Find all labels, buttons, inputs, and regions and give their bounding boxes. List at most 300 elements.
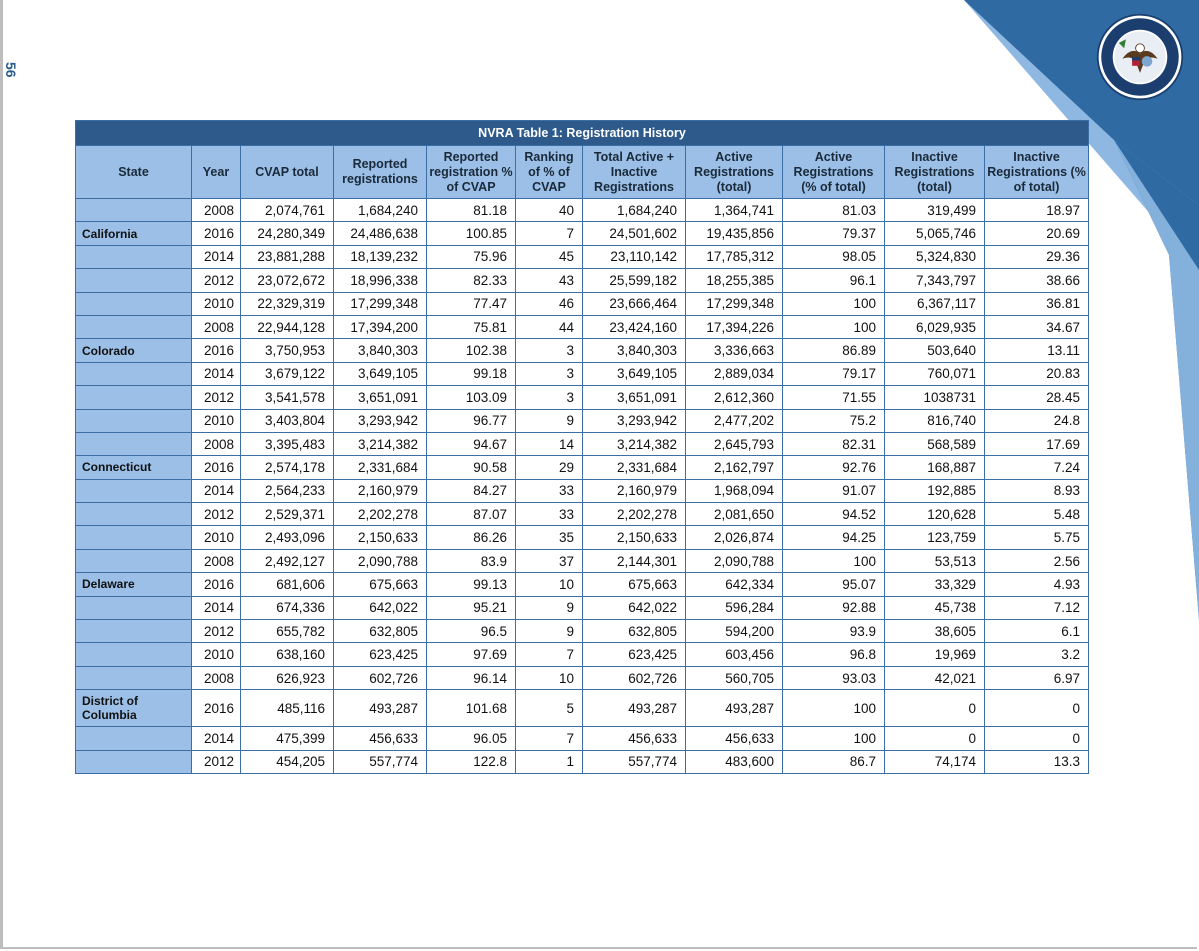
table-cell: 100 — [783, 727, 885, 750]
table-cell: 475,399 — [241, 727, 334, 750]
table-cell: 483,600 — [686, 750, 783, 773]
state-cell — [76, 750, 192, 773]
table-cell: 2,202,278 — [583, 503, 686, 526]
year-cell: 2014 — [192, 245, 241, 268]
table-cell: 2,564,233 — [241, 479, 334, 502]
table-cell: 94.67 — [427, 432, 516, 455]
table-cell: 13.11 — [985, 339, 1089, 362]
table-cell: 642,022 — [583, 596, 686, 619]
table-cell: 681,606 — [241, 573, 334, 596]
table-cell: 626,923 — [241, 666, 334, 689]
state-cell — [76, 727, 192, 750]
state-cell — [76, 315, 192, 338]
year-cell: 2012 — [192, 750, 241, 773]
table-row — [76, 503, 1089, 526]
table-cell: 2,150,633 — [583, 526, 686, 549]
table-cell: 6,367,117 — [885, 292, 985, 315]
table-cell: 1038731 — [885, 386, 985, 409]
table-cell: 2,144,301 — [583, 549, 686, 572]
table-row — [76, 750, 1089, 773]
table-cell: 6,029,935 — [885, 315, 985, 338]
table-cell: 94.52 — [783, 503, 885, 526]
table-cell: 642,022 — [334, 596, 427, 619]
table-cell: 90.58 — [427, 456, 516, 479]
table-cell: 96.5 — [427, 620, 516, 643]
table-cell: 2,162,797 — [686, 456, 783, 479]
table-cell: 2,331,684 — [583, 456, 686, 479]
table-cell: 18.97 — [985, 199, 1089, 222]
registration-history-table — [75, 120, 1089, 774]
table-cell: 24.8 — [985, 409, 1089, 432]
table-cell: 101.68 — [427, 690, 516, 727]
table-cell: 674,336 — [241, 596, 334, 619]
table-cell: 3,403,804 — [241, 409, 334, 432]
table-cell: 17,394,200 — [334, 315, 427, 338]
table-cell: 24,280,349 — [241, 222, 334, 245]
table-cell: 99.18 — [427, 362, 516, 385]
table-cell: 13.3 — [985, 750, 1089, 773]
table-cell: 45 — [516, 245, 583, 268]
table-cell: 14 — [516, 432, 583, 455]
table-cell: 493,287 — [334, 690, 427, 727]
table-cell: 120,628 — [885, 503, 985, 526]
table-cell: 485,116 — [241, 690, 334, 727]
table-cell: 2,492,127 — [241, 549, 334, 572]
table-cell: 24,501,602 — [583, 222, 686, 245]
table-cell: 456,633 — [334, 727, 427, 750]
table-row — [76, 456, 1089, 479]
table-cell: 655,782 — [241, 620, 334, 643]
year-cell: 2010 — [192, 292, 241, 315]
table-body — [76, 199, 1089, 774]
year-cell: 2016 — [192, 339, 241, 362]
column-header: State — [76, 146, 192, 199]
table-cell: 1,684,240 — [334, 199, 427, 222]
table-cell: 99.13 — [427, 573, 516, 596]
table-cell: 816,740 — [885, 409, 985, 432]
table-cell: 33 — [516, 503, 583, 526]
table-cell: 81.18 — [427, 199, 516, 222]
table-row — [76, 222, 1089, 245]
table-cell: 84.27 — [427, 479, 516, 502]
table-cell: 100 — [783, 292, 885, 315]
table-row — [76, 526, 1089, 549]
table-cell: 100.85 — [427, 222, 516, 245]
table-cell: 2,081,650 — [686, 503, 783, 526]
table-cell: 93.9 — [783, 620, 885, 643]
table-cell: 122.8 — [427, 750, 516, 773]
table-cell: 98.05 — [783, 245, 885, 268]
table-cell: 29.36 — [985, 245, 1089, 268]
state-cell — [76, 386, 192, 409]
table-cell: 596,284 — [686, 596, 783, 619]
table-cell: 456,633 — [686, 727, 783, 750]
table-cell: 557,774 — [583, 750, 686, 773]
table-cell: 18,139,232 — [334, 245, 427, 268]
table-cell: 5,324,830 — [885, 245, 985, 268]
column-header: Year — [192, 146, 241, 199]
table-cell: 3.2 — [985, 643, 1089, 666]
table-cell: 86.89 — [783, 339, 885, 362]
table-cell: 100 — [783, 549, 885, 572]
table-cell: 3,336,663 — [686, 339, 783, 362]
table-cell: 1,684,240 — [583, 199, 686, 222]
table-cell: 25,599,182 — [583, 269, 686, 292]
table-cell: 3,651,091 — [334, 386, 427, 409]
year-cell: 2014 — [192, 596, 241, 619]
table-cell: 35 — [516, 526, 583, 549]
table-cell: 79.37 — [783, 222, 885, 245]
table-title: NVRA Table 1: Registration History — [76, 121, 1089, 146]
table-cell: 9 — [516, 596, 583, 619]
table-cell: 2,529,371 — [241, 503, 334, 526]
table-cell: 3,649,105 — [334, 362, 427, 385]
table-cell: 9 — [516, 409, 583, 432]
year-cell: 2010 — [192, 526, 241, 549]
table-cell: 96.8 — [783, 643, 885, 666]
table-cell: 2,026,874 — [686, 526, 783, 549]
table-cell: 38,605 — [885, 620, 985, 643]
table-row — [76, 269, 1089, 292]
table-cell: 97.69 — [427, 643, 516, 666]
table-cell: 86.26 — [427, 526, 516, 549]
state-cell — [76, 549, 192, 572]
table-cell: 38.66 — [985, 269, 1089, 292]
table-cell: 87.07 — [427, 503, 516, 526]
table-cell: 75.96 — [427, 245, 516, 268]
table-cell: 2,645,793 — [686, 432, 783, 455]
column-header: Reported registration % of CVAP — [427, 146, 516, 199]
table-cell: 22,944,128 — [241, 315, 334, 338]
table-cell: 0 — [985, 690, 1089, 727]
table-cell: 86.7 — [783, 750, 885, 773]
table-cell: 71.55 — [783, 386, 885, 409]
table-cell: 0 — [885, 727, 985, 750]
table-cell: 602,726 — [583, 666, 686, 689]
table-cell: 623,425 — [583, 643, 686, 666]
table-cell: 17,394,226 — [686, 315, 783, 338]
table-cell: 43 — [516, 269, 583, 292]
table-cell: 2,160,979 — [334, 479, 427, 502]
year-cell: 2010 — [192, 409, 241, 432]
table-cell: 37 — [516, 549, 583, 572]
table-cell: 3,651,091 — [583, 386, 686, 409]
year-cell: 2016 — [192, 222, 241, 245]
table-cell: 675,663 — [583, 573, 686, 596]
eac-seal-icon — [1096, 13, 1184, 101]
table-row — [76, 596, 1089, 619]
table-cell: 2,160,979 — [583, 479, 686, 502]
year-cell: 2008 — [192, 666, 241, 689]
table-cell: 23,881,288 — [241, 245, 334, 268]
table-cell: 33 — [516, 479, 583, 502]
table-cell: 638,160 — [241, 643, 334, 666]
table-cell: 19,969 — [885, 643, 985, 666]
table-row — [76, 620, 1089, 643]
table-cell: 79.17 — [783, 362, 885, 385]
table-row — [76, 386, 1089, 409]
table-cell: 5.48 — [985, 503, 1089, 526]
table-row — [76, 362, 1089, 385]
table-row — [76, 199, 1089, 222]
year-cell: 2014 — [192, 727, 241, 750]
table-cell: 123,759 — [885, 526, 985, 549]
table-cell: 45,738 — [885, 596, 985, 619]
table-cell: 5,065,746 — [885, 222, 985, 245]
table-cell: 7 — [516, 643, 583, 666]
table-cell: 602,726 — [334, 666, 427, 689]
state-cell — [76, 362, 192, 385]
table-cell: 192,885 — [885, 479, 985, 502]
column-header: Active Registrations (total) — [686, 146, 783, 199]
column-header: Inactive Registrations (% of total) — [985, 146, 1089, 199]
state-cell: Connecticut — [76, 456, 192, 479]
table-cell: 53,513 — [885, 549, 985, 572]
table-cell: 10 — [516, 666, 583, 689]
table-cell: 2.56 — [985, 549, 1089, 572]
state-cell — [76, 199, 192, 222]
table-cell: 17.69 — [985, 432, 1089, 455]
column-header: Ranking of % of CVAP — [516, 146, 583, 199]
year-cell: 2008 — [192, 199, 241, 222]
year-cell: 2014 — [192, 362, 241, 385]
column-header: Reported registrations — [334, 146, 427, 199]
table-cell: 7,343,797 — [885, 269, 985, 292]
table-cell: 96.14 — [427, 666, 516, 689]
table-cell: 75.81 — [427, 315, 516, 338]
table-cell: 28.45 — [985, 386, 1089, 409]
table-row — [76, 409, 1089, 432]
table-row — [76, 339, 1089, 362]
year-cell: 2010 — [192, 643, 241, 666]
table-cell: 23,110,142 — [583, 245, 686, 268]
year-cell: 2012 — [192, 386, 241, 409]
table-cell: 33,329 — [885, 573, 985, 596]
table-cell: 1 — [516, 750, 583, 773]
table-cell: 17,299,348 — [334, 292, 427, 315]
table-cell: 95.21 — [427, 596, 516, 619]
table-cell: 82.33 — [427, 269, 516, 292]
table-cell: 3 — [516, 362, 583, 385]
year-cell: 2008 — [192, 549, 241, 572]
table-cell: 34.67 — [985, 315, 1089, 338]
state-cell — [76, 479, 192, 502]
year-cell: 2016 — [192, 690, 241, 727]
state-cell — [76, 503, 192, 526]
table-cell: 19,435,856 — [686, 222, 783, 245]
table-cell: 82.31 — [783, 432, 885, 455]
table-cell: 2,150,633 — [334, 526, 427, 549]
year-cell: 2012 — [192, 269, 241, 292]
table-cell: 760,071 — [885, 362, 985, 385]
table-cell: 2,202,278 — [334, 503, 427, 526]
table-row — [76, 549, 1089, 572]
table-cell: 23,072,672 — [241, 269, 334, 292]
table-cell: 5.75 — [985, 526, 1089, 549]
table-cell: 1,364,741 — [686, 199, 783, 222]
table-cell: 92.76 — [783, 456, 885, 479]
table-cell: 0 — [985, 727, 1089, 750]
state-cell — [76, 245, 192, 268]
table-cell: 3,840,303 — [583, 339, 686, 362]
table-cell: 3,541,578 — [241, 386, 334, 409]
table-cell: 642,334 — [686, 573, 783, 596]
table-cell: 40 — [516, 199, 583, 222]
table-row — [76, 479, 1089, 502]
table-cell: 603,456 — [686, 643, 783, 666]
table-cell: 77.47 — [427, 292, 516, 315]
state-cell — [76, 620, 192, 643]
table-cell: 18,996,338 — [334, 269, 427, 292]
table-cell: 75.2 — [783, 409, 885, 432]
table-row — [76, 245, 1089, 268]
table-row — [76, 573, 1089, 596]
state-cell — [76, 666, 192, 689]
table-cell: 74,174 — [885, 750, 985, 773]
state-cell — [76, 409, 192, 432]
table-cell: 568,589 — [885, 432, 985, 455]
state-cell: District of Columbia — [76, 690, 192, 727]
table-cell: 7.12 — [985, 596, 1089, 619]
table-cell: 6.1 — [985, 620, 1089, 643]
column-header: Inactive Registrations (total) — [885, 146, 985, 199]
table-cell: 493,287 — [583, 690, 686, 727]
state-cell — [76, 596, 192, 619]
table-cell: 3,214,382 — [583, 432, 686, 455]
table-cell: 2,090,788 — [686, 549, 783, 572]
table-cell: 102.38 — [427, 339, 516, 362]
table-cell: 319,499 — [885, 199, 985, 222]
page-number: 56 — [3, 62, 19, 78]
table-cell: 3,214,382 — [334, 432, 427, 455]
table-cell: 46 — [516, 292, 583, 315]
table-cell: 2,477,202 — [686, 409, 783, 432]
column-header: Active Registrations (% of total) — [783, 146, 885, 199]
table-cell: 96.05 — [427, 727, 516, 750]
table-cell: 93.03 — [783, 666, 885, 689]
table-cell: 3,649,105 — [583, 362, 686, 385]
table-row — [76, 292, 1089, 315]
table-cell: 1,968,094 — [686, 479, 783, 502]
table-cell: 44 — [516, 315, 583, 338]
table-cell: 4.93 — [985, 573, 1089, 596]
state-cell: Colorado — [76, 339, 192, 362]
year-cell: 2008 — [192, 315, 241, 338]
table-cell: 83.9 — [427, 549, 516, 572]
table-cell: 23,424,160 — [583, 315, 686, 338]
table-cell: 18,255,385 — [686, 269, 783, 292]
state-cell — [76, 432, 192, 455]
table-cell: 454,205 — [241, 750, 334, 773]
table-cell: 36.81 — [985, 292, 1089, 315]
table-cell: 92.88 — [783, 596, 885, 619]
table-cell: 94.25 — [783, 526, 885, 549]
table-cell: 3,293,942 — [583, 409, 686, 432]
table-cell: 10 — [516, 573, 583, 596]
table-cell: 7 — [516, 222, 583, 245]
year-cell: 2012 — [192, 620, 241, 643]
year-cell: 2008 — [192, 432, 241, 455]
table-cell: 7.24 — [985, 456, 1089, 479]
table-cell: 2,493,096 — [241, 526, 334, 549]
table-cell: 20.83 — [985, 362, 1089, 385]
table-cell: 168,887 — [885, 456, 985, 479]
table-cell: 2,574,178 — [241, 456, 334, 479]
table-row — [76, 643, 1089, 666]
table-cell: 2,090,788 — [334, 549, 427, 572]
table-cell: 91.07 — [783, 479, 885, 502]
column-header: Total Active + Inactive Registrations — [583, 146, 686, 199]
state-cell — [76, 526, 192, 549]
table-cell: 100 — [783, 690, 885, 727]
table-cell: 103.09 — [427, 386, 516, 409]
table-cell: 456,633 — [583, 727, 686, 750]
state-cell: California — [76, 222, 192, 245]
table-cell: 23,666,464 — [583, 292, 686, 315]
table-cell: 96.77 — [427, 409, 516, 432]
state-cell — [76, 292, 192, 315]
table-cell: 17,299,348 — [686, 292, 783, 315]
table-cell: 2,612,360 — [686, 386, 783, 409]
table-cell: 675,663 — [334, 573, 427, 596]
table-cell: 29 — [516, 456, 583, 479]
table-cell: 8.93 — [985, 479, 1089, 502]
table-header-row — [76, 146, 1089, 199]
table-cell: 81.03 — [783, 199, 885, 222]
table-cell: 632,805 — [334, 620, 427, 643]
table-cell: 557,774 — [334, 750, 427, 773]
table-row — [76, 432, 1089, 455]
table-cell: 3 — [516, 339, 583, 362]
table-row — [76, 315, 1089, 338]
table-cell: 503,640 — [885, 339, 985, 362]
state-cell — [76, 269, 192, 292]
table-cell: 560,705 — [686, 666, 783, 689]
table-cell: 20.69 — [985, 222, 1089, 245]
table-row — [76, 666, 1089, 689]
table-cell: 632,805 — [583, 620, 686, 643]
table-cell: 24,486,638 — [334, 222, 427, 245]
state-cell — [76, 643, 192, 666]
year-cell: 2012 — [192, 503, 241, 526]
table-cell: 42,021 — [885, 666, 985, 689]
table-row — [76, 727, 1089, 750]
table-cell: 3,840,303 — [334, 339, 427, 362]
table-cell: 3 — [516, 386, 583, 409]
table-cell: 3,750,953 — [241, 339, 334, 362]
table-cell: 2,889,034 — [686, 362, 783, 385]
year-cell: 2016 — [192, 573, 241, 596]
table-cell: 96.1 — [783, 269, 885, 292]
column-header: CVAP total — [241, 146, 334, 199]
table-cell: 493,287 — [686, 690, 783, 727]
table-cell: 17,785,312 — [686, 245, 783, 268]
table-row — [76, 690, 1089, 727]
table-cell: 9 — [516, 620, 583, 643]
table-cell: 100 — [783, 315, 885, 338]
table-cell: 623,425 — [334, 643, 427, 666]
state-cell: Delaware — [76, 573, 192, 596]
table-cell: 3,395,483 — [241, 432, 334, 455]
table-cell: 0 — [885, 690, 985, 727]
table-cell: 2,331,684 — [334, 456, 427, 479]
table-cell: 2,074,761 — [241, 199, 334, 222]
table-cell: 6.97 — [985, 666, 1089, 689]
table-cell: 594,200 — [686, 620, 783, 643]
table-cell: 3,293,942 — [334, 409, 427, 432]
table-cell: 3,679,122 — [241, 362, 334, 385]
table-cell: 7 — [516, 727, 583, 750]
